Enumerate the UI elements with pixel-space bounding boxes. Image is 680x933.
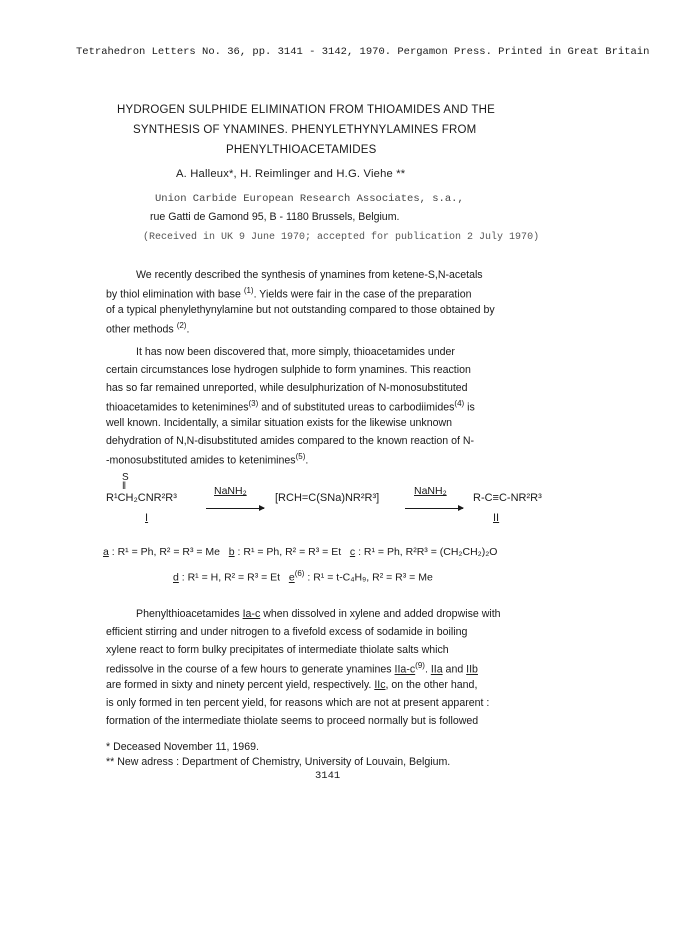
ref-6: (6) xyxy=(294,569,305,578)
p2-l4c: is xyxy=(464,401,475,414)
p3-l5a: are formed in sixty and ninety percent yield, respectively. xyxy=(106,679,375,691)
arrow-2-line xyxy=(405,508,463,509)
p3-line-3: xylene react to form bulky precipitates of intermediate thiolate salts which xyxy=(106,644,449,656)
p3-line-1 xyxy=(136,608,501,620)
substituent-b: : R¹ = Ph, R² = R³ = Et xyxy=(237,546,342,558)
arrow-1-line xyxy=(206,508,264,509)
p2-line-7 xyxy=(106,452,308,467)
key-a: a xyxy=(103,546,109,558)
affiliation-line-2: rue Gatti de Gamond 95, B - 1180 Brussels, Belgium. xyxy=(150,211,400,223)
p3-line-2: efficient stirring and under nitrogen to a fivefold excess of sodamide in boiling xyxy=(106,626,468,638)
ref-1: (1) xyxy=(243,286,254,295)
p2-line-2: certain circumstances lose hydrogen sulphide to form ynamines. This reaction xyxy=(106,364,471,376)
p2-line-3: has so far remained unreported, while desulphurization of N-monosubstituted xyxy=(106,382,468,394)
p1-l4a: other methods xyxy=(106,323,174,336)
p3-line-6: is only formed in ten percent yield, for reasons which are not at present apparent : xyxy=(106,697,490,709)
product-formula: R-C≡C-NR²R³ xyxy=(473,492,542,504)
p1-l2a: by thiol elimination with base xyxy=(106,288,241,301)
p2-line-6: dehydration of N,N-disubstituted amides compared to the known reaction of N- xyxy=(106,435,475,447)
thione-sulfur: S xyxy=(122,472,129,483)
ref-3: (3) xyxy=(248,399,259,408)
ref-9: (9) xyxy=(415,661,425,670)
p2-l7a: -monosubstituted amides to ketenimines xyxy=(106,454,296,467)
compound-label-I: I xyxy=(145,512,149,524)
ref-4: (4) xyxy=(454,399,465,408)
title-line-3: PHENYLTHIOACETAMIDES xyxy=(226,144,377,156)
ref-2: (2) xyxy=(176,321,187,330)
p1-line-1: We recently described the synthesis of ynamines from ketene-S,N-acetals xyxy=(136,269,483,281)
p3-line-4 xyxy=(106,661,478,676)
title-line-1: HYDROGEN SULPHIDE ELIMINATION FROM THIOAMIDES AND THE xyxy=(117,104,496,116)
p2-l7b: . xyxy=(305,454,309,467)
p3-line-7: formation of the intermediate thiolate seems to proceed normally but is followed xyxy=(106,715,479,727)
p1-l2b: . Yields were fair in the case of the preparation xyxy=(253,288,472,301)
key-b: b xyxy=(228,546,235,558)
p3-l4c: and xyxy=(442,663,467,676)
affiliation-line-1: Union Carbide European Research Associates, s.a., xyxy=(155,193,464,205)
p1-line-3: of a typical phenylethynylamine but not outstanding compared to those obtained by xyxy=(106,304,495,316)
substituents-row-1 xyxy=(103,546,497,558)
p3-l4a: redissolve in the course of a few hours to generate ynamines xyxy=(106,663,395,676)
arrow-2 xyxy=(405,499,463,517)
key-c: c xyxy=(349,546,356,558)
page-number: 3141 xyxy=(315,770,341,782)
received-line: (Received in UK 9 June 1970; accepted for publication 2 July 1970) xyxy=(143,232,540,243)
key-e: e xyxy=(288,571,295,584)
compound-ref-IIa-c: IIa-c xyxy=(394,663,416,676)
key-d: d xyxy=(173,571,179,584)
p3-l4b: . xyxy=(424,663,431,676)
p2-l4a: thioacetamides to ketenimines xyxy=(106,401,249,414)
substituents-row-2 xyxy=(173,569,433,584)
thione-double-bond: ‖ xyxy=(122,481,127,492)
intermediate-formula: [RCH=C(SNa)NR²R³] xyxy=(275,492,380,504)
compound-ref-Ia-c: Ia-c xyxy=(242,608,261,620)
reagent-1: NaNH₂ xyxy=(214,485,247,497)
substituent-a: : R¹ = Ph, R² = R³ = Me xyxy=(111,546,221,558)
running-header: Tetrahedron Letters No. 36, pp. 3141 - 3142, 1970. Pergamon Press. Printed in Great Britain xyxy=(76,46,650,58)
substituent-c: : R¹ = Ph, R²R³ = (CH₂CH₂)₂O xyxy=(358,546,498,558)
authors: A. Halleux*, H. Reimlinger and H.G. Viehe ** xyxy=(176,168,406,180)
footnote-1: * Deceased November 11, 1969. xyxy=(106,741,259,753)
p1-line-2 xyxy=(106,286,471,301)
title-line-2: SYNTHESIS OF YNAMINES. PHENYLETHYNYLAMINES FROM xyxy=(133,124,477,136)
substituent-d: : R¹ = H, R² = R³ = Et xyxy=(181,571,281,584)
substituent-e: : R¹ = t-C₄H₉, R² = R³ = Me xyxy=(307,571,433,584)
p3-l5b: , on the other hand, xyxy=(385,679,478,691)
compound-ref-IIa: IIa xyxy=(430,663,443,676)
compound-ref-IIc: IIc xyxy=(374,679,386,691)
reactant-formula: R¹CH₂CNR²R³ xyxy=(106,492,177,504)
footnote-2: ** New adress : Department of Chemistry, University of Louvain, Belgium. xyxy=(106,756,451,768)
p3-line-5 xyxy=(106,679,477,691)
p2-line-4 xyxy=(106,399,475,414)
p3-l1a: Phenylthioacetamides xyxy=(136,608,243,620)
compound-ref-IIb: IIb xyxy=(466,663,478,676)
p3-l1b: when dissolved in xylene and added dropwise with xyxy=(260,608,501,620)
p1-line-4 xyxy=(106,321,189,336)
reagent-2: NaNH₂ xyxy=(414,485,447,497)
p2-l4b: and of substituted ureas to carbodiimides xyxy=(258,401,455,414)
arrow-1 xyxy=(206,499,264,517)
ref-5: (5) xyxy=(295,452,306,461)
compound-label-II: II xyxy=(493,512,500,524)
p2-line-5: well known. Incidentally, a similar situation exists for the likewise unknown xyxy=(106,417,453,429)
p1-l4b: . xyxy=(186,323,190,336)
p2-line-1: It has now been discovered that, more simply, thioacetamides under xyxy=(136,346,455,358)
